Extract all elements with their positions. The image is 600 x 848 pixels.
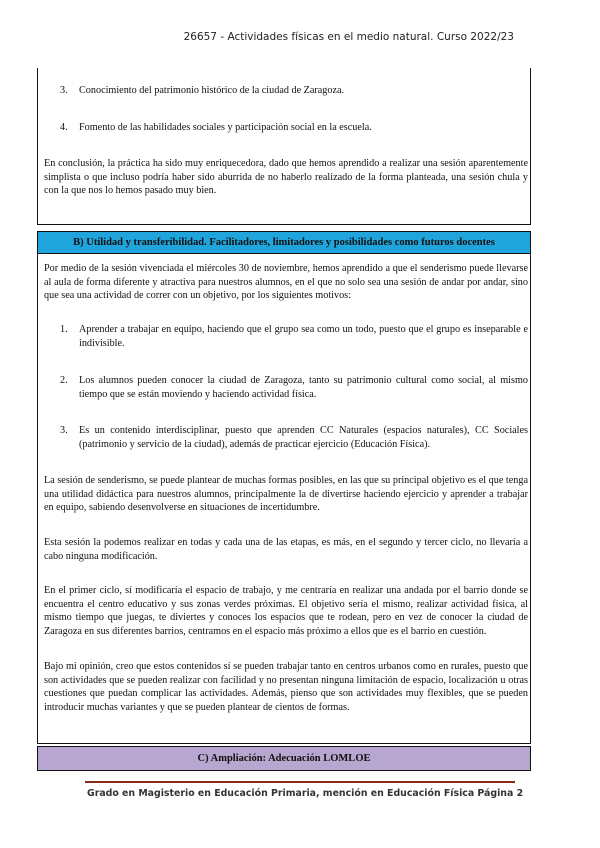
list-number: 4.	[60, 122, 68, 133]
list-text: Es un contenido interdisciplinar, puesto que aprenden CC Naturales (espacios naturales), CC Sociales (patrimonio y servicio de la ciudad), además de practicar ejercicio (Educación Física).	[79, 425, 528, 450]
list-item	[60, 424, 528, 451]
list-item	[60, 374, 528, 401]
page-header: 26657 - Actividades físicas en el medio natural. Curso 2022/23	[183, 31, 514, 43]
list-text: Los alumnos pueden conocer la ciudad de Zaragoza, tanto su patrimonio cultural como social, al mismo tiempo que se están moviendo y haciendo actividad física.	[79, 375, 528, 400]
section-b-heading: B) Utilidad y transferibilidad. Facilitadores, limitadores y posibilidades como futuros docentes	[37, 231, 531, 254]
paragraph: Esta sesión la podemos realizar en todas y cada una de las etapas, es más, en el segundo y tercer ciclo, no llevaría a cabo ninguna modificación.	[44, 537, 528, 562]
page-footer: Grado en Magisterio en Educación Primaria, mención en Educación Física Página 2	[87, 788, 524, 799]
list-number: 1.	[60, 324, 68, 335]
paragraph: Bajo mi opinión, creo que estos contenidos sí se pueden trabajar tanto en centros urbanos como en rurales, puesto que son actividades que se pueden realizar con facilidad y no presentan ninguna limitación de espacio, localización u otras cuestiones que puedan complicar las actividades. Además, pienso que son actividades muy flexibles, que se pueden introducir muchas variantes y que se pueden plantear de cientos de formas.	[44, 661, 528, 713]
intro-paragraph: Por medio de la sesión vivenciada el miércoles 30 de noviembre, hemos aprendido a que el senderismo puede llevarse al aula de forma diferente y atractiva para nuestros alumnos, en el que no solo sea una sesión de andar por andar, sino que sea una actividad de correr con un objetivo, por los siguientes motivos:	[44, 263, 528, 301]
list-number: 2.	[60, 375, 68, 386]
list-text: Fomento de las habilidades sociales y participación social en la escuela.	[79, 122, 372, 133]
list-number: 3.	[60, 85, 68, 96]
list-text: Aprender a trabajar en equipo, haciendo que el grupo sea como un todo, puesto que el grupo es inseparable e indivisible.	[79, 324, 528, 349]
paragraph: En el primer ciclo, sí modificaría el espacio de trabajo, y me centraría en realizar una andada por el barrio donde se encuentra el centro educativo y sus zonas verdes próximas. El objetivo sería el mismo, realizar actividad física, al mismo tiempo que juegas, te diviertes y conoces los espacios que te rodean, pero en vez de conocer la ciudad de Zaragoza en sus diferentes barrios, centramos en el espacio más próximo a ellos que es el barrio en cuestión.	[44, 585, 528, 637]
list-text: Conocimiento del patrimonio histórico de la ciudad de Zaragoza.	[79, 85, 345, 96]
conclusion-paragraph: En conclusión, la práctica ha sido muy enriquecedora, dado que hemos aprendido a realizar una sesión aparentemente simplista o que incluso podría haber sido aburrida de no haberlo realizado de la forma planteada, una sesión chula y con la que nos lo hemos pasado muy bien.	[44, 158, 528, 196]
footer-rule	[85, 781, 515, 783]
list-number: 3.	[60, 425, 68, 436]
list-item	[60, 121, 528, 135]
list-item	[60, 323, 528, 350]
section-c-heading: C) Ampliación: Adecuación LOMLOE	[37, 746, 531, 771]
list-item	[60, 84, 528, 98]
paragraph: La sesión de senderismo, se puede plantear de muchas formas posibles, en las que su principal objetivo es el que tenga una utilidad didáctica para nuestros alumnos, principalmente la de divertirse haciendo ejercicio y aprender a trabajar en equipo, sabiendo desenvolverse en situaciones de incertidumbre.	[44, 475, 528, 513]
